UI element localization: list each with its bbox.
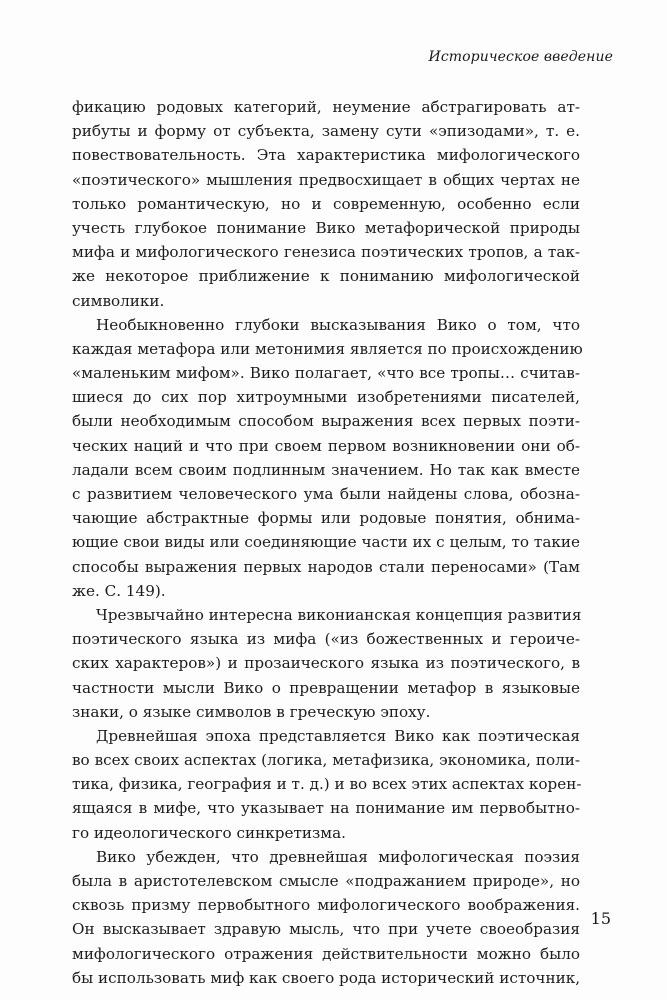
- paragraph: [72, 313, 583, 603]
- text-line: же. С. 149).: [72, 581, 166, 600]
- text-line: сквозь призму первобытного мифологического воображения.: [72, 896, 580, 915]
- text-line: Чрезвычайно интересна виконианская концепция развития: [96, 605, 582, 624]
- text-line: Необыкновенно глубоки высказывания Вико о том, что: [96, 315, 580, 334]
- text-line: только романтическую, но и современную, особенно если: [72, 194, 580, 213]
- body-text: [72, 95, 583, 990]
- text-line: Он высказывает здравую мысль, что при учете своеобразия: [72, 920, 580, 939]
- text-line: способы выражения первых народов стали переносами» (Там: [72, 557, 580, 576]
- text-line: «маленьким мифом». Вико полагает, «что все тропы… считав-: [72, 364, 580, 383]
- text-line: ящаяся в мифе, что указывает на понимание им первобытно-: [72, 799, 580, 818]
- text-line: мифа и мифологического генезиса поэтических тропов, а так-: [72, 243, 580, 262]
- paragraph: [72, 724, 580, 845]
- text-line: ющие свои виды или соединяющие части их с целым, то такие: [72, 533, 580, 552]
- paragraph: [72, 603, 580, 724]
- paragraph: [72, 845, 580, 990]
- text-line: тика, физика, география и т. д.) и во всех этих аспектах корен-: [72, 775, 582, 794]
- text-line: частности мысли Вико о превращении метафор в языковые: [72, 678, 580, 697]
- text-line: «поэтического» мышления предвосхищает в общих чертах не: [72, 170, 580, 189]
- text-line: учесть глубокое понимание Вико метафорической природы: [72, 218, 580, 237]
- text-line: бы использовать миф как своего рода исторический источник,: [72, 968, 581, 987]
- text-line: Вико убежден, что древнейшая мифологическая поэзия: [96, 847, 580, 866]
- text-line: были необходимым способом выражения всех первых поэти-: [72, 412, 580, 431]
- running-head-title: Историческое введение: [428, 49, 613, 65]
- text-line: ладали всем своим подлинным значением. Но так как вместе: [72, 460, 580, 479]
- paragraph: [72, 95, 580, 313]
- text-line: была в аристотелевском смысле «подражанием природе», но: [72, 872, 580, 890]
- text-line: го идеологического синкретизма.: [72, 823, 346, 842]
- text-line: символики.: [72, 291, 165, 310]
- text-line: поэтического языка из мифа («из божественных и героиче-: [72, 630, 580, 649]
- text-line: Древнейшая эпоха представляется Вико как поэтическая: [96, 726, 580, 745]
- page-number: 15: [590, 909, 611, 928]
- text-line: знаки, о языке символов в греческую эпоху.: [72, 702, 431, 721]
- text-line: чающие абстрактные формы или родовые понятия, обнима-: [72, 509, 580, 528]
- text-line: же некоторое приближение к пониманию мифологической: [72, 267, 580, 286]
- text-line: фикацию родовых категорий, неумение абстрагировать ат-: [72, 98, 580, 116]
- text-line: ческих наций и что при своем первом возникновении они об-: [72, 436, 580, 455]
- text-line: мифологического отражения действительности можно было: [72, 944, 580, 963]
- text-line: повествовательность. Эта характеристика мифологического: [72, 146, 580, 165]
- text-line: во всех своих аспектах (логика, метафизика, экономика, поли-: [72, 751, 580, 770]
- text-line: шиеся до сих пор хитроумными изобретениями писателей,: [72, 388, 580, 407]
- text-line: каждая метафора или метонимия является по происхождению: [72, 339, 583, 358]
- text-line: с развитием человеческого ума были найдены слова, обозна-: [72, 485, 580, 503]
- text-line: ских характеров») и прозаического языка из поэтического, в: [72, 654, 580, 673]
- text-line: рибуты и форму от субъекта, замену сути «эпизодами», т. е.: [72, 122, 580, 141]
